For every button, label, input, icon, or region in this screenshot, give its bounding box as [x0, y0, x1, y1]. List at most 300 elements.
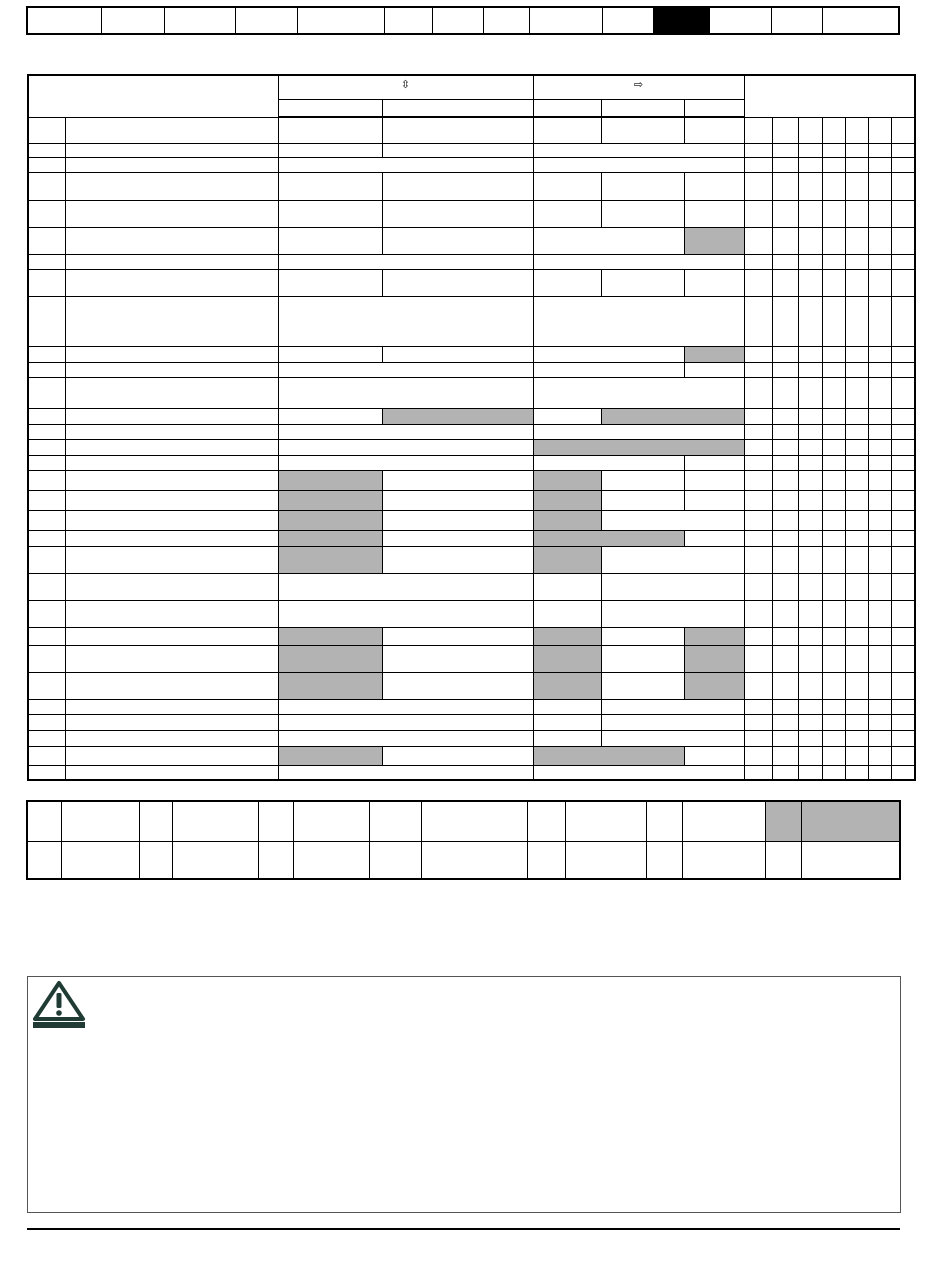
nav-tab[interactable]: [823, 8, 898, 33]
key-cell: [27, 841, 62, 879]
table-cell: [278, 172, 382, 200]
table-cell: [684, 470, 744, 490]
table-cell: [822, 117, 845, 143]
table-cell: [382, 746, 533, 765]
table-cell: [65, 172, 278, 200]
table-cell: [822, 746, 845, 765]
table-cell: [533, 424, 744, 439]
table-cell: [278, 765, 533, 780]
key-cell: [293, 841, 369, 879]
table-cell: [65, 117, 278, 143]
table-cell: [868, 645, 891, 672]
table-cell: [744, 172, 772, 200]
table-cell: [845, 439, 868, 455]
table-cell-shaded: [533, 510, 601, 530]
table-cell: [798, 530, 822, 546]
table-cell: [744, 439, 772, 455]
table-cell: [891, 117, 915, 143]
table-cell: [382, 510, 533, 530]
page-footer-rule: [27, 1228, 900, 1230]
table-cell: [533, 296, 744, 346]
table-cell: [28, 455, 65, 470]
key-cell: [139, 801, 173, 841]
table-row: [28, 546, 915, 573]
table-cell: [845, 172, 868, 200]
key-cell: [527, 801, 565, 841]
table-cell: [891, 714, 915, 730]
table-cell: [744, 699, 772, 714]
table-cell: [278, 362, 533, 377]
table-cell: [822, 765, 845, 780]
table-cell: [798, 254, 822, 269]
table-cell: [684, 172, 744, 200]
table-cell: [278, 157, 533, 172]
table-cell: [845, 699, 868, 714]
key-cell: [421, 841, 527, 879]
table-cell-shaded: [533, 672, 601, 699]
table-cell: [891, 470, 915, 490]
table-cell: [822, 455, 845, 470]
table-cell-shaded: [533, 627, 601, 645]
table-cell: [845, 200, 868, 227]
table-cell: [845, 117, 868, 143]
chapter-nav-bar: [26, 6, 900, 35]
parameter-table: [27, 74, 916, 781]
table-row: [28, 730, 915, 746]
table-cell: [65, 746, 278, 765]
header-range-cell: [278, 75, 533, 99]
nav-tab[interactable]: [484, 8, 530, 33]
table-cell: [65, 227, 278, 254]
table-row: [28, 200, 915, 227]
key-cell: [565, 841, 647, 879]
table-cell: [798, 573, 822, 600]
table-cell: [533, 699, 601, 714]
table-cell: [868, 573, 891, 600]
table-cell: [868, 157, 891, 172]
table-cell: [798, 117, 822, 143]
header-subcell: [601, 99, 684, 117]
table-cell: [891, 200, 915, 227]
table-cell: [65, 269, 278, 296]
table-cell: [845, 600, 868, 627]
nav-tab[interactable]: [772, 8, 824, 33]
table-cell: [28, 672, 65, 699]
table-cell: [845, 645, 868, 672]
table-cell: [822, 530, 845, 546]
table-cell: [772, 408, 798, 424]
table-cell: [382, 200, 533, 227]
table-cell: [278, 424, 533, 439]
table-cell: [822, 143, 845, 157]
table-row: [28, 157, 915, 172]
key-cell: [647, 841, 683, 879]
table-cell: [772, 172, 798, 200]
table-cell: [278, 714, 533, 730]
nav-tab[interactable]: [165, 8, 236, 33]
table-row: [28, 117, 915, 143]
table-cell: [845, 362, 868, 377]
table-cell: [28, 765, 65, 780]
table-cell: [772, 714, 798, 730]
table-cell: [798, 645, 822, 672]
table-cell: [772, 254, 798, 269]
table-cell: [868, 730, 891, 746]
table-cell: [868, 530, 891, 546]
table-cell: [868, 439, 891, 455]
table-cell: [65, 765, 278, 780]
table-cell: [684, 530, 744, 546]
table-cell: [822, 672, 845, 699]
table-cell: [845, 455, 868, 470]
table-cell: [772, 455, 798, 470]
table-cell: [868, 470, 891, 490]
table-cell: [798, 510, 822, 530]
key-cell: [369, 841, 421, 879]
table-cell: [744, 227, 772, 254]
table-cell: [278, 143, 382, 157]
header-subcell: [382, 99, 533, 117]
table-cell: [28, 424, 65, 439]
table-cell: [601, 600, 744, 627]
table-cell: [28, 346, 65, 362]
key-cell: [682, 801, 765, 841]
table-cell: [533, 200, 601, 227]
table-cell: [744, 510, 772, 530]
table-cell: [891, 699, 915, 714]
table-cell: [868, 269, 891, 296]
table-cell: [845, 408, 868, 424]
table-cell-shaded: [533, 546, 601, 573]
table-cell: [822, 157, 845, 172]
table-cell-shaded: [684, 645, 744, 672]
table-cell: [744, 765, 772, 780]
table-row: [28, 362, 915, 377]
table-cell: [798, 765, 822, 780]
table-cell: [822, 510, 845, 530]
table-cell: [28, 490, 65, 510]
table-cell: [798, 408, 822, 424]
table-cell: [822, 439, 845, 455]
table-cell: [601, 200, 684, 227]
table-cell: [798, 346, 822, 362]
table-cell: [382, 490, 533, 510]
nav-tab[interactable]: [530, 8, 604, 33]
table-cell: [822, 490, 845, 510]
key-cell-shaded: [802, 801, 900, 841]
table-cell: [891, 424, 915, 439]
key-cell: [139, 841, 173, 879]
header-subcell: [684, 99, 744, 117]
table-cell: [533, 455, 684, 470]
table-cell: [744, 455, 772, 470]
table-cell: [868, 172, 891, 200]
table-cell: [744, 143, 772, 157]
table-cell: [744, 645, 772, 672]
table-cell: [65, 362, 278, 377]
table-cell: [65, 627, 278, 645]
table-cell: [798, 157, 822, 172]
table-cell: [891, 346, 915, 362]
table-row: [28, 714, 915, 730]
table-cell: [822, 714, 845, 730]
table-cell: [382, 470, 533, 490]
table-cell: [382, 269, 533, 296]
table-cell: [65, 530, 278, 546]
table-cell: [772, 490, 798, 510]
table-cell: [744, 730, 772, 746]
table-cell: [822, 377, 845, 408]
table-cell: [382, 627, 533, 645]
warning-icon: [30, 979, 88, 1029]
table-cell: [65, 490, 278, 510]
table-cell: [822, 172, 845, 200]
table-cell: [744, 470, 772, 490]
table-cell: [868, 362, 891, 377]
table-row: [28, 470, 915, 490]
table-cell: [822, 296, 845, 346]
table-cell: [868, 346, 891, 362]
table-cell: [772, 143, 798, 157]
table-cell: [65, 424, 278, 439]
table-cell-shaded: [278, 627, 382, 645]
table-cell-shaded: [684, 346, 744, 362]
table-row: [28, 573, 915, 600]
table-cell: [798, 296, 822, 346]
table-cell: [772, 377, 798, 408]
key-cell: [802, 841, 900, 879]
table-cell: [28, 117, 65, 143]
table-cell: [278, 254, 533, 269]
table-cell: [28, 362, 65, 377]
table-cell: [28, 699, 65, 714]
table-cell: [65, 439, 278, 455]
table-cell: [845, 530, 868, 546]
table-cell: [891, 600, 915, 627]
table-cell: [601, 269, 684, 296]
table-row: [28, 439, 915, 455]
table-cell: [891, 455, 915, 470]
table-cell: [798, 200, 822, 227]
table-cell: [28, 439, 65, 455]
table-cell: [744, 424, 772, 439]
table-cell: [798, 627, 822, 645]
table-row: [28, 227, 915, 254]
nav-tab-active[interactable]: [654, 8, 710, 33]
key-cell-shaded: [765, 801, 802, 841]
table-cell: [868, 714, 891, 730]
key-cell: [421, 801, 527, 841]
key-cell: [293, 801, 369, 841]
table-cell: [65, 254, 278, 269]
table-cell: [798, 269, 822, 296]
key-cell: [62, 841, 140, 879]
table-cell: [28, 730, 65, 746]
table-cell: [382, 227, 533, 254]
table-cell: [798, 699, 822, 714]
nav-tab[interactable]: [385, 8, 433, 33]
table-cell: [845, 765, 868, 780]
table-cell: [891, 362, 915, 377]
header-subcell: [533, 99, 601, 117]
table-row: [28, 699, 915, 714]
table-cell: [891, 510, 915, 530]
table-cell: [868, 490, 891, 510]
table-cell-shaded: [278, 546, 382, 573]
nav-tab[interactable]: [28, 8, 102, 33]
table-cell: [845, 157, 868, 172]
table-cell-shaded: [684, 672, 744, 699]
table-cell: [684, 362, 744, 377]
table-cell: [891, 546, 915, 573]
table-cell: [772, 296, 798, 346]
table-cell: [772, 117, 798, 143]
table-cell: [868, 699, 891, 714]
table-cell: [822, 645, 845, 672]
table-cell: [28, 377, 65, 408]
table-cell: [891, 254, 915, 269]
table-cell: [684, 455, 744, 470]
table-cell: [684, 490, 744, 510]
table-row: [28, 530, 915, 546]
table-cell: [382, 172, 533, 200]
table-cell: [382, 346, 533, 362]
nav-tab[interactable]: [102, 8, 166, 33]
table-cell: [744, 408, 772, 424]
table-cell: [891, 730, 915, 746]
table-cell: [278, 346, 382, 362]
table-cell: [28, 172, 65, 200]
table-row: [28, 455, 915, 470]
table-cell: [533, 377, 744, 408]
table-cell: [28, 254, 65, 269]
table-cell: [822, 227, 845, 254]
table-cell-shaded: [684, 627, 744, 645]
warning-box: [27, 976, 901, 1213]
table-cell: [278, 296, 533, 346]
table-cell: [278, 227, 382, 254]
table-cell: [28, 573, 65, 600]
table-cell: [744, 573, 772, 600]
table-cell: [845, 746, 868, 765]
table-cell: [744, 714, 772, 730]
table-cell: [822, 730, 845, 746]
table-cell: [28, 530, 65, 546]
table-cell: [868, 200, 891, 227]
table-cell: [822, 573, 845, 600]
key-cell: [565, 801, 647, 841]
table-row: [28, 490, 915, 510]
parameter-rows: [28, 117, 915, 780]
nav-tab[interactable]: [236, 8, 298, 33]
table-cell: [868, 254, 891, 269]
table-cell: [533, 408, 601, 424]
table-cell: [868, 672, 891, 699]
table-cell: [772, 645, 798, 672]
table-cell: [601, 470, 684, 490]
table-cell: [772, 510, 798, 530]
table-cell: [278, 730, 533, 746]
table-cell: [798, 490, 822, 510]
nav-tab[interactable]: [603, 8, 654, 33]
table-cell: [382, 117, 533, 143]
table-cell: [744, 117, 772, 143]
table-cell: [868, 546, 891, 573]
table-cell: [601, 510, 744, 530]
table-cell: [65, 143, 278, 157]
table-cell: [533, 143, 744, 157]
table-cell: [891, 157, 915, 172]
table-cell: [28, 470, 65, 490]
table-row: [28, 645, 915, 672]
table-cell: [744, 672, 772, 699]
table-cell: [845, 346, 868, 362]
table-cell: [601, 730, 744, 746]
table-cell: [891, 408, 915, 424]
table-cell: [822, 362, 845, 377]
table-cell: [533, 254, 744, 269]
key-cell: [173, 801, 259, 841]
table-row: [28, 377, 915, 408]
table-cell: [822, 346, 845, 362]
key-cell: [682, 841, 765, 879]
table-cell-shaded: [533, 439, 744, 455]
table-cell-shaded: [278, 470, 382, 490]
table-cell: [533, 269, 601, 296]
table-cell: [65, 408, 278, 424]
table-cell: [891, 269, 915, 296]
table-cell: [601, 546, 744, 573]
table-cell: [798, 600, 822, 627]
table-cell: [533, 730, 601, 746]
table-cell: [744, 746, 772, 765]
table-row: [28, 296, 915, 346]
table-cell: [822, 699, 845, 714]
table-cell: [772, 746, 798, 765]
key-cell: [173, 841, 259, 879]
table-cell: [601, 117, 684, 143]
table-cell: [28, 200, 65, 227]
table-cell: [744, 530, 772, 546]
arrow-up-down-icon: ⇳: [400, 79, 411, 91]
nav-tab[interactable]: [298, 8, 386, 33]
table-cell: [744, 627, 772, 645]
table-cell: [533, 714, 601, 730]
table-cell: [278, 269, 382, 296]
table-cell: [744, 377, 772, 408]
table-cell: [891, 172, 915, 200]
key-cell: [765, 841, 802, 879]
table-cell: [28, 600, 65, 627]
table-row: [28, 627, 915, 645]
table-cell: [65, 200, 278, 227]
nav-tab[interactable]: [710, 8, 772, 33]
table-cell: [845, 227, 868, 254]
table-cell: [744, 546, 772, 573]
table-cell: [798, 470, 822, 490]
nav-tab[interactable]: [433, 8, 484, 33]
table-cell: [868, 377, 891, 408]
table-cell: [533, 157, 744, 172]
table-cell: [891, 490, 915, 510]
table-cell-shaded: [278, 490, 382, 510]
table-cell: [772, 227, 798, 254]
table-cell: [533, 362, 684, 377]
table-cell: [868, 765, 891, 780]
table-cell-shaded: [278, 645, 382, 672]
table-cell: [744, 362, 772, 377]
table-cell-shaded: [278, 530, 382, 546]
